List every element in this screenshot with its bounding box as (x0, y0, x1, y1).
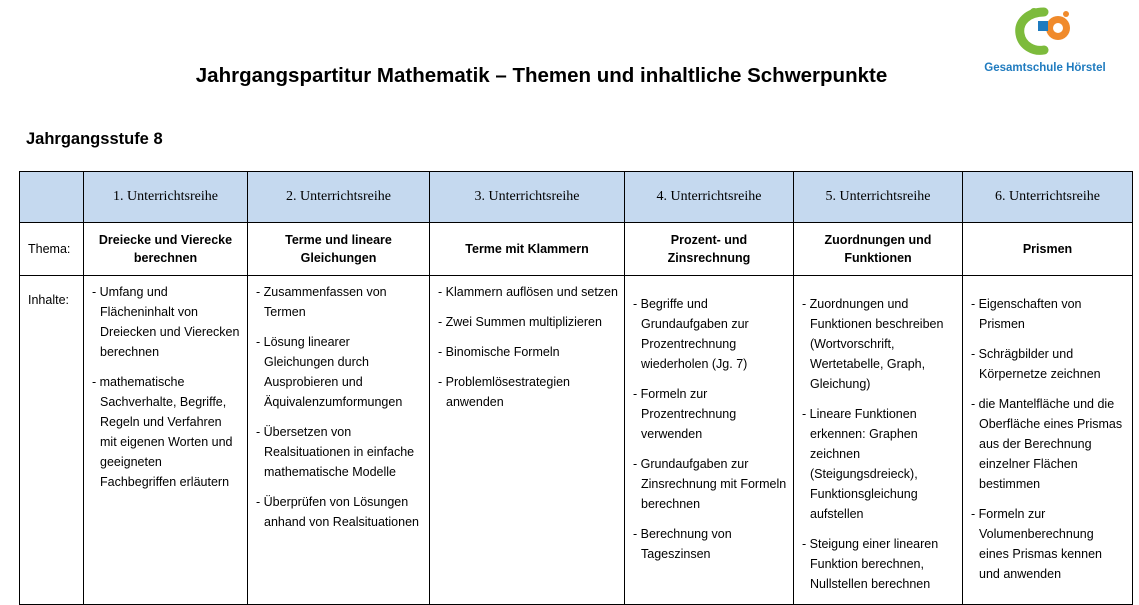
theme-cell (794, 223, 963, 276)
content-item: - Zwei Summen multiplizieren (438, 315, 602, 329)
content-item: - Grundaufgaben zur Zinsrechnung mit Formeln berechnen (633, 457, 787, 511)
theme-cell (625, 223, 794, 276)
content-cell (84, 276, 248, 605)
theme-cell (963, 223, 1133, 276)
content-item: - Berechnung von Tageszinsen (633, 527, 732, 561)
content-item: - die Mantelfläche und die Oberfläche eines Prismas aus der Berechnung einzelner Flächen bestimmen (971, 397, 1123, 491)
theme-cell (248, 223, 430, 276)
content-item: - Problemlösestrategien anwenden (438, 375, 571, 409)
content-item: - Zusammenfassen von Termen (256, 285, 387, 319)
theme-cell (430, 223, 625, 276)
content-row (20, 276, 1133, 605)
curriculum-table (19, 171, 1133, 605)
column-header: 4. Unterrichtsreihe (625, 172, 794, 223)
column-header: 3. Unterrichtsreihe (430, 172, 625, 223)
content-item: - mathematische Sachverhalte, Begriffe, Regeln und Verfahren mit eigenen Worten und geeigneten Fachbegriffen erläutern (92, 375, 233, 489)
content-label: Inhalte: (20, 276, 84, 605)
theme-text: Prismen (1022, 242, 1073, 256)
content-item: - Lösung linearer Gleichungen durch Ausprobieren und Äquivalenzumformungen (256, 335, 403, 409)
content-item: - Klammern auflösen und setzen (438, 285, 618, 299)
content-item: - Lineare Funktionen erkennen: Graphen zeichnen (Steigungsdreieck), Funktionsgleichung aufstellen (802, 407, 918, 521)
content-item: - Steigung einer linearen Funktion berechnen, Nullstellen berechnen (802, 537, 939, 591)
theme-text: Dreiecke und Vierecke berechnen (98, 233, 233, 265)
school-logo (980, 6, 1110, 76)
content-item: - Binomische Formeln (438, 345, 560, 359)
header-corner-cell (20, 172, 84, 223)
theme-row (20, 223, 1133, 276)
theme-cell (84, 223, 248, 276)
content-item: - Formeln zur Prozentrechnung verwenden (633, 387, 737, 441)
theme-text: Prozent- und Zinsrechnung (667, 233, 751, 265)
theme-text: Terme und lineare Gleichungen (285, 233, 392, 265)
header-row (20, 172, 1133, 223)
content-cell (963, 276, 1133, 605)
content-item: - Überprüfen von Lösungen anhand von Realsituationen (256, 495, 419, 529)
school-name: Gesamtschule Hörstel (984, 62, 1106, 74)
grade-heading: Jahrgangsstufe 8 (26, 130, 163, 148)
content-item: - Übersetzen von Realsituationen in einfache mathematische Modelle (256, 425, 415, 479)
column-header: 1. Unterrichtsreihe (84, 172, 248, 223)
content-cell (248, 276, 430, 605)
content-cell (430, 276, 625, 605)
content-item: - Umfang und Flächeninhalt von Dreiecken und Vierecken berechnen (92, 285, 240, 359)
content-cell (794, 276, 963, 605)
content-item: - Schrägbilder und Körpernetze zeichnen (971, 347, 1101, 381)
content-item: - Begriffe und Grundaufgaben zur Prozentrechnung wiederholen (Jg. 7) (633, 297, 749, 371)
content-item: - Eigenschaften von Prismen (971, 297, 1082, 331)
school-logo-icon (1014, 6, 1074, 58)
theme-text: Zuordnungen und Funktionen (824, 233, 932, 265)
column-header: 2. Unterrichtsreihe (248, 172, 430, 223)
column-header: 6. Unterrichtsreihe (963, 172, 1133, 223)
content-cell (625, 276, 794, 605)
theme-text: Terme mit Klammern (465, 242, 589, 256)
page-title: Jahrgangspartitur Mathematik – Themen und inhaltliche Schwerpunkte (195, 64, 888, 87)
content-item: - Zuordnungen und Funktionen beschreiben (Wortvorschrift, Wertetabelle, Graph, Gleichung) (802, 297, 944, 391)
content-item: - Formeln zur Volumenberechnung eines Prismas kennen und anwenden (971, 507, 1102, 581)
column-header: 5. Unterrichtsreihe (794, 172, 963, 223)
theme-label: Thema: (20, 223, 84, 276)
